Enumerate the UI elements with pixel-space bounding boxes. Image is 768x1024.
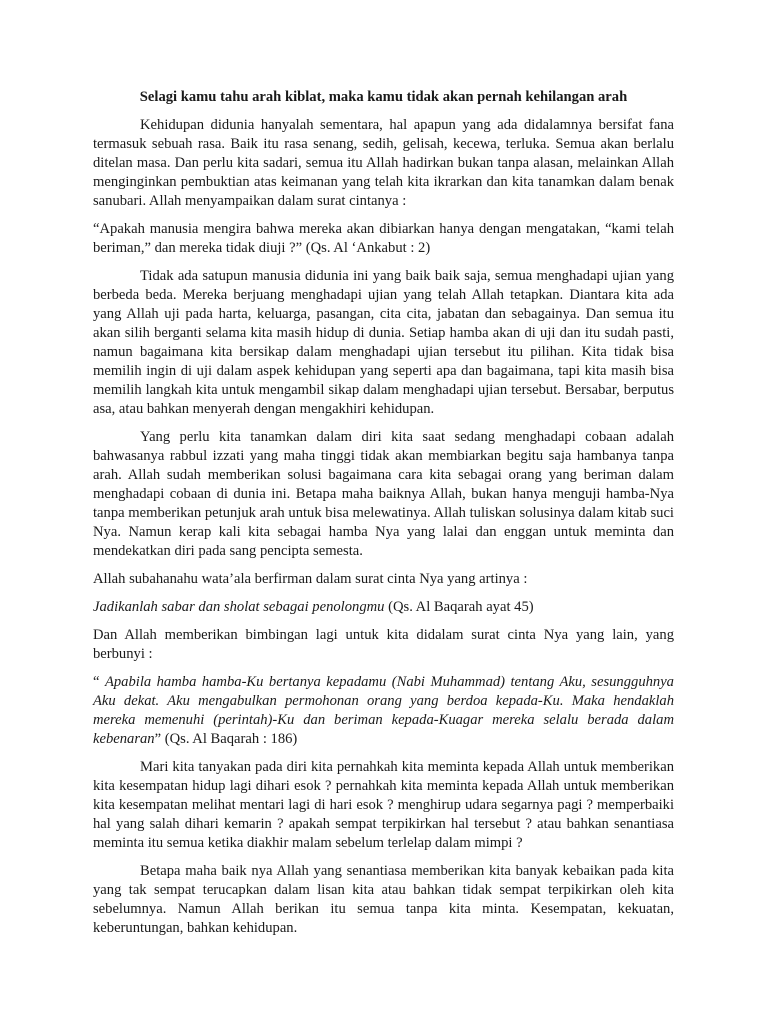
paragraph-bimbingan: Dan Allah memberikan bimbingan lagi untuk kita didalam surat cinta Nya yang lain, yang berbunyi : — [93, 627, 674, 662]
document-page — [93, 84, 674, 947]
verse-baqarah-45 — [93, 598, 674, 617]
quote-ankabut: “Apakah manusia mengira bahwa mereka akan dibiarkan hanya dengan mengatakan, “kami telah beriman,” dan mereka tidak diuji ?” (Qs. Al ‘Ankabut : 2) — [93, 221, 674, 256]
paragraph-questions: Mari kita tanyakan pada diri kita pernahkah kita meminta kepada Allah untuk memberikan kita kesempatan hidup lagi dihari esok ? pernahkah kita meminta kepada Allah untuk memberikan kita kesempatan melihat mentari lagi di hari esok ? menghirup udara segarnya pagi ? memperbaiki hal yang salah dihari kemarin ? apakah sempat terpikirkan hal tersebut ? atau bahkan senantiasa meminta itu semua ketika diakhir malam sebelum terlelap dalam mimpi ? — [93, 759, 674, 851]
document-title: Selagi kamu tahu arah kiblat, maka kamu tidak akan pernah kehilangan arah — [139, 89, 628, 105]
verse-baqarah-186-open: “ — [93, 674, 105, 690]
paragraph-intro: Kehidupan didunia hanyalah sementara, hal apapun yang ada didalamnya bersifat fana termasuk sebuah rasa. Baik itu rasa senang, sedih, gelisah, kecewa, terluka. Semua akan berlalu ditelan masa. Dan perlu kita sadari, semua itu Allah hadirkan bukan tanpa alasan, melainkan Allah menginginkan pembuktian atas keimanan yang telah kita ikrarkan dan kita tanamkan dalam benak sanubari. Allah menyampaikan dalam surat cintanya : — [93, 117, 674, 209]
verse-baqarah-186-text: Apabila hamba hamba-Ku bertanya kepadamu (Nabi Muhammad) tentang Aku, sesungguhnya Aku dekat. Aku mengabulkan permohonan orang yang berdoa kepada-Ku. Maka hendaklah mereka memenuhi (perintah)-Ku dan beriman kepada-Kuagar mereka selalu berada dalam kebenaran — [93, 674, 674, 747]
verse-baqarah-186-ref: ” (Qs. Al Baqarah : 186) — [154, 731, 298, 747]
paragraph-closing: Betapa maha baik nya Allah yang senantiasa memberikan kita banyak kebaikan pada kita yang tak sempat terucapkan dalam lisan kita atau bahkan tidak sempat terpikirkan oleh kita sebelumnya. Namun Allah berikan itu semua tanpa kita minta. Kesempatan, kekuatan, keberuntungan, bahkan kehidupan. — [93, 863, 674, 936]
paragraph-guidance: Yang perlu kita tanamkan dalam diri kita saat sedang menghadapi cobaan adalah bahwasanya rabbul izzati yang maha tinggi tidak akan membiarkan begitu saja hambanya tanpa arah. Allah sudah memberikan solusi bagaimana cara kita sebagai orang yang beriman dalam menghadapi cobaan di dunia ini. Betapa maha baiknya Allah, bukan hanya menguji hamba-Nya tanpa memberikan petunjuk arah untuk bisa melewatinya. Allah tuliskan solusinya dalam kitab suci Nya. Namun kerap kali kita sebagai hamba Nya yang lalai dan enggan untuk meminta dan mendekatkan diri pada sang pencipta semesta. — [93, 429, 674, 559]
verse-baqarah-186 — [93, 673, 674, 749]
verse-baqarah-45-ref: (Qs. Al Baqarah ayat 45) — [384, 599, 534, 615]
paragraph-trials: Tidak ada satupun manusia didunia ini yang baik baik saja, semua menghadapi ujian yang berbeda beda. Mereka berjuang menghadapi ujian yang telah Allah tetapkan. Diantara kita ada yang Allah uji pada harta, keluarga, pasangan, cita cita, jabatan dan sebagainya. Dan semua itu akan silih berganti selama kita masih hidup di dunia. Setiap hamba akan di uji dan itu sudah pasti, namun bagaimana kita bersikap dalam menghadapi ujian tersebut itu pilihan. Kita tidak bisa memilih ingin di uji dalam aspek kehidupan yang seperti apa dan bagaimana, tapi kita masih bisa memilih langkah kita untuk mengambil sikap dalam menghadapi ujian tersebut. Bersabar, berputus asa, atau bahkan menyerah dengan mengakhiri kehidupan. — [93, 268, 674, 417]
paragraph-firman: Allah subahanahu wata’ala berfirman dalam surat cinta Nya yang artinya : — [93, 571, 528, 587]
verse-baqarah-45-text: Jadikanlah sabar dan sholat sebagai penolongmu — [93, 599, 385, 615]
